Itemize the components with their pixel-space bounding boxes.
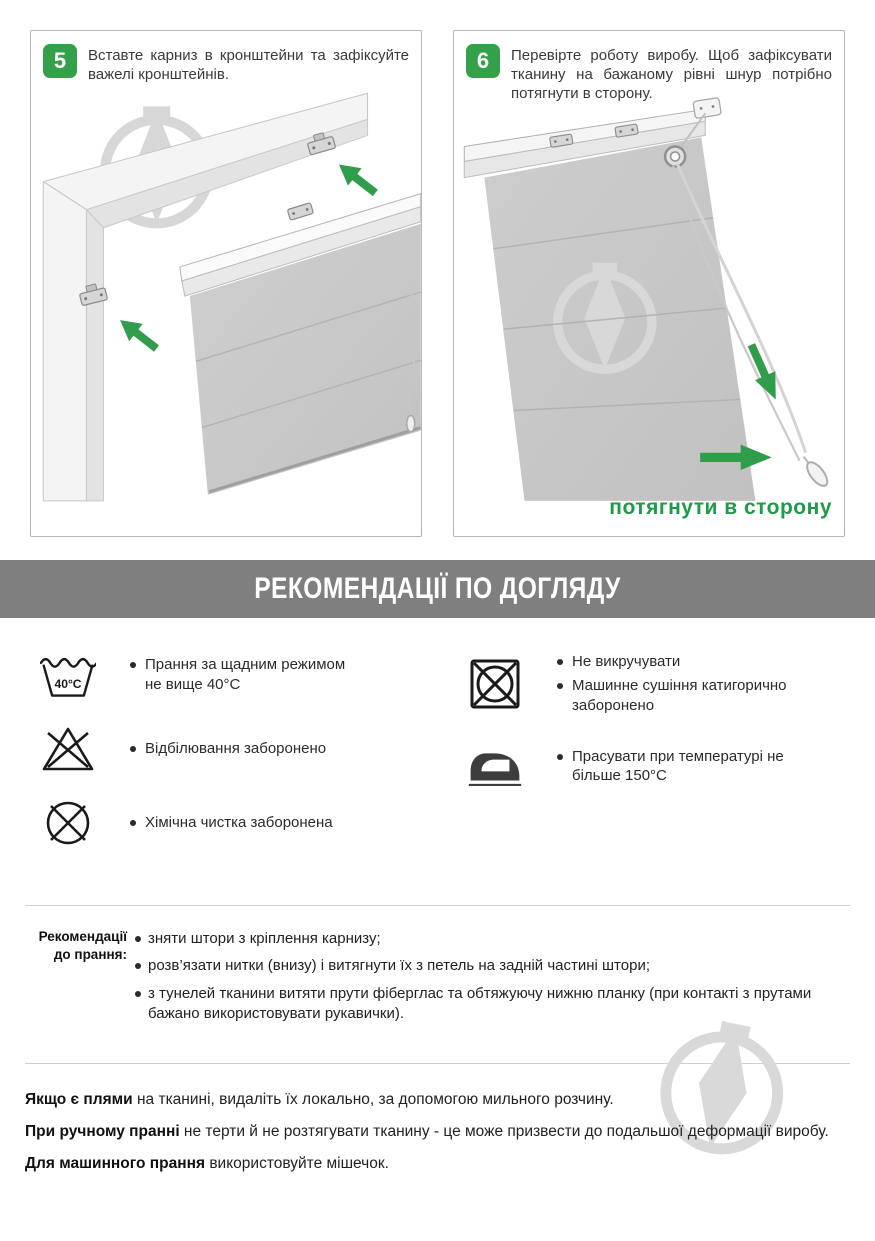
step-instruction: Вставте карниз в кронштейни та зафіксуйте важелі кронштейнів. <box>88 47 409 84</box>
step-panels <box>30 30 845 537</box>
footer-notes <box>25 1090 850 1186</box>
care-item <box>40 722 440 776</box>
care-item <box>40 796 440 850</box>
care-note: Не викручувати <box>557 652 807 672</box>
care-banner-title: РЕКОМЕНДАЦІЇ ПО ДОГЛЯДУ <box>254 572 621 605</box>
washing-label-line2: до прання: <box>53 946 127 962</box>
care-item <box>467 648 840 719</box>
care-note: Прання за щадним режимом не вище 40°С <box>130 655 360 695</box>
care-column-left <box>40 648 440 870</box>
washing-step: розв’язати нитки (внизу) і витягнути їх з петель на задній частині штори; <box>135 956 850 976</box>
no-tumble-dry-icon <box>467 657 523 711</box>
no-bleach-icon <box>40 722 96 776</box>
care-note: Відбілювання заборонено <box>130 739 326 759</box>
step-instruction: Перевірте роботу виробу. Щоб зафіксувати тканину на бажаному рівні шнур потрібно потягнути в сторону. <box>511 47 832 103</box>
note-text: на тканині, видаліть їх локально, за допомогою мильного розчину. <box>132 1091 614 1108</box>
washing-label <box>25 928 127 1031</box>
care-symbols <box>40 648 845 870</box>
bracket-icon <box>287 203 313 221</box>
care-note: Хімічна чистка заборонена <box>130 813 333 833</box>
note-text: не терти й не розтягувати тканину - це може призвести до подальшої деформації виробу. <box>179 1123 829 1141</box>
care-item <box>40 648 440 702</box>
divider <box>25 905 850 906</box>
note-lead: Якщо є плями <box>25 1091 133 1108</box>
care-note: Прасувати при температурі не більше 150°С <box>557 747 802 787</box>
blind-assembly <box>180 194 421 495</box>
step-number-badge: 6 <box>466 44 500 78</box>
washing-step: з тунелей тканини витяти прути фіберглас та обтяжуючу нижню планку (при контакті з прутами бажано використовувати рукавички). <box>135 984 850 1025</box>
note-hand-wash <box>25 1122 850 1142</box>
arrow-icon <box>332 156 382 202</box>
wash-40c-icon <box>40 648 96 702</box>
pull-aside-label: потягнути в сторону <box>609 496 832 519</box>
note-lead: При ручному пранні <box>25 1123 180 1141</box>
no-dry-clean-icon <box>40 796 96 850</box>
care-item <box>467 739 840 793</box>
step-5-panel <box>30 30 422 537</box>
care-column-right <box>440 648 840 870</box>
step6-illustration <box>454 31 844 536</box>
care-banner <box>0 560 875 618</box>
note-stains <box>25 1090 850 1110</box>
iron-icon <box>467 739 523 793</box>
note-text: використовуйте мішечок. <box>205 1155 389 1173</box>
note-machine-wash <box>25 1154 850 1174</box>
step5-illustration <box>31 31 421 536</box>
care-note: Машинне сушіння катигорично заборонено <box>557 676 807 716</box>
washing-step: зняти штори з кріплення карнизу; <box>135 929 850 949</box>
note-lead: Для машинного прання <box>25 1155 206 1173</box>
cord-tassel <box>798 453 831 490</box>
step-6-panel <box>453 30 845 537</box>
eyelet <box>665 146 685 166</box>
washing-recommendations <box>25 928 850 1031</box>
arrow-icon <box>113 311 163 357</box>
washing-label-line1: Рекомендації <box>38 929 127 944</box>
step-number-badge: 5 <box>43 44 77 78</box>
wash-temp-label: 40°C <box>54 677 82 692</box>
cord-tassel <box>407 416 415 432</box>
